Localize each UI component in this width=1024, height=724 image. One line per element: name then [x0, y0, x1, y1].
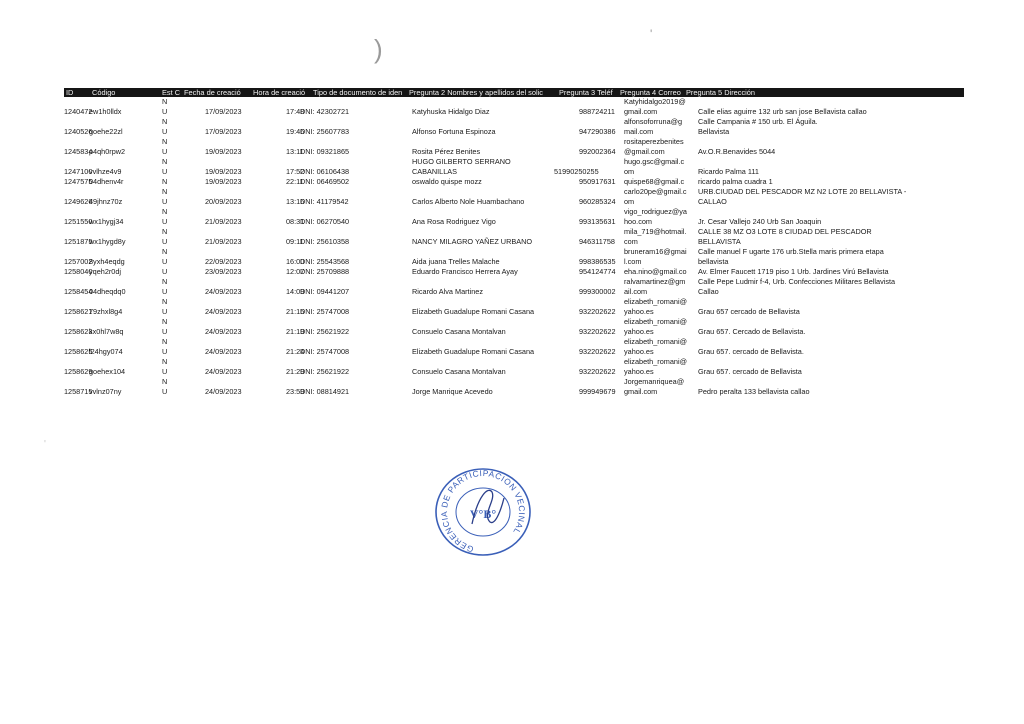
table-row-continuation [64, 337, 964, 347]
record-email: yahoo.es [624, 327, 654, 336]
record-time: 17:52 [286, 167, 305, 176]
record-dni: DNI: 09321865 [300, 147, 350, 156]
table-row [64, 147, 964, 157]
status-marker: N [162, 157, 168, 166]
record-email: gmail.com [624, 387, 658, 396]
record-name: Rosita Pérez Benites [412, 147, 481, 156]
record-phone: 946311758 [579, 237, 615, 246]
table-row [64, 127, 964, 137]
record-name: Carlos Alberto Nole Huambachano [412, 197, 525, 206]
table-row-continuation [64, 207, 964, 217]
record-date: 24/09/2023 [205, 307, 242, 316]
record-date: 24/09/2023 [205, 387, 242, 396]
record-id: 1258629 [64, 367, 93, 376]
table-row [64, 367, 964, 377]
record-time: 08:31 [286, 217, 305, 226]
table-row-continuation [64, 187, 964, 197]
record-code: vvlhze4v9 [89, 167, 122, 176]
record-status: U [162, 217, 168, 226]
header-pregunta-4: Pregunta 4 Correo [620, 88, 681, 97]
table-row [64, 347, 964, 357]
status-marker: N [162, 377, 168, 386]
record-id: 1251550 [64, 217, 93, 226]
email-prefix: alfonsoforruna@g [624, 117, 683, 126]
record-date: 22/09/2023 [205, 257, 242, 266]
record-name: Elizabeth Guadalupe Romani Casana [412, 347, 535, 356]
table-header [64, 88, 964, 97]
record-email: quispe68@gmail.c [624, 177, 685, 186]
record-phone: 960285324 [579, 197, 616, 206]
record-id: 1245834 [64, 147, 93, 156]
record-time: 13:11 [286, 147, 304, 156]
table-row [64, 237, 964, 247]
record-dni: DNI: 25607783 [300, 127, 350, 136]
record-address: Bellavista [698, 127, 730, 136]
header-pregunta-3: Pregunta 3 Teléf [559, 88, 613, 97]
record-address: Callao [698, 287, 719, 296]
table-body [64, 97, 964, 397]
record-dni: DNI: 42302721 [300, 107, 350, 116]
record-dni: DNI: 25621922 [300, 367, 350, 376]
record-dni: DNI: 41179542 [300, 197, 349, 206]
record-time: 09:11 [286, 237, 304, 246]
record-phone: 993135631 [579, 217, 616, 226]
record-id: 1258454 [64, 287, 93, 296]
header-est: Est C [162, 88, 181, 97]
status-marker: N [162, 117, 168, 126]
record-status: U [162, 107, 168, 116]
stamp-text: GERENCIA DE PARTICIPACION VECINAL [438, 467, 528, 555]
record-dni: DNI: 25621922 [300, 327, 350, 336]
record-status: U [162, 127, 168, 136]
status-marker: N [162, 187, 168, 196]
record-address: Grau 657 cercado de Bellavista [698, 307, 800, 316]
record-phone: 932202622 [579, 367, 616, 376]
status-marker: N [162, 97, 168, 106]
record-status: U [162, 167, 168, 176]
scan-artifact-mark: ) [374, 34, 383, 64]
record-date: 19/09/2023 [205, 147, 242, 156]
record-date: 19/09/2023 [205, 177, 242, 186]
record-address: BELLAVISTA [698, 237, 741, 246]
record-address: Calle elias aguirre 132 urb san jose Bellavista callao [698, 107, 867, 116]
record-id: 1258715 [64, 387, 93, 396]
record-date: 19/09/2023 [205, 167, 242, 176]
email-prefix: elizabeth_romani@ [624, 297, 687, 306]
status-marker: N [162, 227, 168, 236]
email-prefix: rositaperezbenites [624, 137, 684, 146]
record-date: 24/09/2023 [205, 367, 242, 376]
email-prefix: Katyhidalgo2019@ [624, 97, 686, 106]
record-phone: 932202622 [579, 307, 616, 316]
record-date: 24/09/2023 [205, 347, 242, 356]
record-name: oswaldo quispe mozz [412, 177, 482, 186]
record-code: 8yxh4eqdg [89, 257, 125, 266]
record-email: gmail.com [624, 107, 658, 116]
record-phone: 932202622 [579, 327, 616, 336]
table-row-continuation [64, 317, 964, 327]
status-marker: N [162, 317, 168, 326]
record-phone: 998386535 [579, 257, 616, 266]
header-fecha: Fecha de creació [184, 88, 241, 97]
record-code: goehex104 [89, 367, 126, 376]
email-prefix: hugo.gsc@gmail.c [624, 157, 685, 166]
table-row [64, 217, 964, 227]
record-code: 49jhnz70z [89, 197, 123, 206]
address-prefix: Calle Pepe Ludmir f-4, Urb. Confecciones Militares Bellavista [698, 277, 896, 286]
record-name: Katyhuska Hidalgo Diaz [412, 107, 490, 116]
table-row-continuation [64, 277, 964, 287]
record-status: U [162, 237, 168, 246]
table-row-continuation [64, 137, 964, 147]
record-name: CABANILLAS [412, 167, 458, 176]
email-prefix: elizabeth_romani@ [624, 337, 687, 346]
record-email: yahoo.es [624, 367, 654, 376]
address-prefix: Calle manuel F ugarte 176 urb.Stella maris primera etapa [698, 247, 884, 256]
record-phone: 932202622 [579, 347, 616, 356]
table-row [64, 387, 964, 397]
record-address: Jr. Cesar Vallejo 240 Urb San Joaquin [698, 217, 822, 226]
record-name: Elizabeth Guadalupe Romani Casana [412, 307, 535, 316]
record-time: 21:15 [286, 307, 305, 316]
record-status: U [162, 147, 168, 156]
header-tipo: Tipo de documento de iden [313, 88, 403, 97]
record-code: goehe22zl [89, 127, 123, 136]
record-time: 21:29 [286, 367, 305, 376]
record-status: U [162, 347, 168, 356]
record-phone: 950917631 [579, 177, 616, 186]
table-row-continuation [64, 117, 964, 127]
record-status: U [162, 367, 168, 376]
status-marker: N [162, 207, 168, 216]
record-code: 04dhenv4r [89, 177, 124, 186]
status-marker: N [162, 247, 168, 256]
record-time: 12:07 [286, 267, 305, 276]
record-email: @gmail.com [624, 147, 665, 156]
status-marker: N [162, 297, 168, 306]
table-row-continuation [64, 297, 964, 307]
record-date: 21/09/2023 [205, 217, 242, 226]
record-dni: DNI: 25709888 [300, 267, 350, 276]
email-prefix: mila_719@hotmail. [624, 227, 687, 236]
table-row [64, 257, 964, 267]
record-email: ail.com [624, 287, 648, 296]
record-id: 1258040 [64, 267, 93, 276]
table-row [64, 267, 964, 277]
status-marker: N [162, 277, 168, 286]
record-code: vvlnz07ny [89, 387, 122, 396]
name-prefix: HUGO GILBERTO SERRANO [412, 157, 511, 166]
record-email: eha.nino@gmail.co [624, 267, 687, 276]
table-row [64, 287, 964, 297]
table-row [64, 197, 964, 207]
record-email: l.com [624, 257, 642, 266]
record-address: CALLAO [698, 197, 727, 206]
record-dni: DNI: 09441207 [300, 287, 350, 296]
record-name: Eduardo Francisco Herrera Ayay [412, 267, 518, 276]
status-marker: N [162, 137, 168, 146]
record-phone: 992002364 [579, 147, 616, 156]
record-date: 17/09/2023 [205, 107, 242, 116]
status-marker: N [162, 337, 168, 346]
table-row-continuation [64, 357, 964, 367]
header-codigo: Código [92, 88, 116, 97]
record-code: wx1hygj34 [89, 217, 124, 226]
record-name: Ana Rosa Rodriguez Vigo [412, 217, 496, 226]
email-prefix: carlo20pe@gmail.c [624, 187, 687, 196]
record-email: hoo.com [624, 217, 652, 226]
record-name: Consuelo Casana Montalvan [412, 367, 506, 376]
table-row [64, 167, 964, 177]
record-phone: 999949679 [579, 387, 616, 396]
record-time: 19:46 [286, 127, 305, 136]
record-code: kx0hl7w8q [89, 327, 124, 336]
email-prefix: elizabeth_romani@ [624, 317, 687, 326]
record-name: Ricardo Alva Martinez [412, 287, 483, 296]
scan-artifact-mark: ' [44, 439, 46, 450]
status-marker: N [162, 357, 168, 366]
record-email: om [624, 167, 635, 176]
record-code: wx1hygd8y [89, 237, 126, 246]
record-phone: 51990250255 [554, 167, 599, 176]
record-email: com [624, 237, 638, 246]
registration-table [64, 88, 964, 397]
record-email: mail.com [624, 127, 654, 136]
record-id: 1240472 [64, 107, 93, 116]
email-prefix: bruneram16@gmai [624, 247, 687, 256]
record-dni: DNI: 25543568 [300, 257, 350, 266]
record-code: yqeh2r0dj [89, 267, 122, 276]
record-name: NANCY MILAGRO YAÑEZ URBANO [412, 237, 533, 246]
scan-artifact-mark: ' [650, 27, 653, 41]
table-row [64, 177, 964, 187]
record-status: N [162, 177, 168, 186]
record-email: om [624, 197, 635, 206]
record-dni: DNI: 06106438 [300, 167, 350, 176]
record-address: Grau 657. cercado de Bellavista [698, 367, 802, 376]
official-stamp [432, 466, 534, 558]
record-phone: 947290386 [579, 127, 616, 136]
record-date: 23/09/2023 [205, 267, 242, 276]
email-prefix: ralvamartinez@gm [624, 277, 686, 286]
record-date: 17/09/2023 [205, 127, 242, 136]
record-time: 23:59 [286, 387, 305, 396]
record-id: 1251875 [64, 237, 93, 246]
record-phone: 988724211 [579, 107, 615, 116]
record-status: U [162, 257, 168, 266]
record-address: Pedro peralta 133 bellavista callao [698, 387, 810, 396]
record-code: p4qh0rpw2 [89, 147, 126, 156]
record-address: Grau 657. Cercado de Bellavista. [698, 327, 806, 336]
record-id: 1249626 [64, 197, 93, 206]
record-time: 16:00 [286, 257, 305, 266]
record-date: 21/09/2023 [205, 237, 242, 246]
record-code: l24hgy074 [89, 347, 123, 356]
record-dni: DNI: 25747008 [300, 307, 350, 316]
header-hora: Hora de creació [253, 88, 306, 97]
record-status: U [162, 387, 168, 396]
record-id: 1258625 [64, 347, 93, 356]
record-time: 13:16 [286, 197, 305, 206]
record-address: Ricardo Palma 111 [698, 167, 759, 176]
table-row [64, 327, 964, 337]
table-row [64, 307, 964, 317]
record-name: Aida juana Trelles Malache [412, 257, 500, 266]
record-address: ricardo palma cuadra 1 [698, 177, 773, 186]
header-id: ID [66, 88, 74, 97]
record-dni: DNI: 06270540 [300, 217, 350, 226]
record-dni: DNI: 25747008 [300, 347, 350, 356]
table-row-continuation [64, 227, 964, 237]
record-time: 22:11 [286, 177, 304, 186]
record-code: 04dheqdq0 [89, 287, 126, 296]
record-address: Av.O.R.Benavides 5044 [698, 147, 776, 156]
record-id: 1258621 [64, 307, 93, 316]
address-prefix: Calle Campania # 150 urb. El Águila. [698, 117, 818, 126]
record-date: 20/09/2023 [205, 197, 242, 206]
record-id: 1247575 [64, 177, 93, 186]
table-row-continuation [64, 247, 964, 257]
record-code: ew1h0lldx [89, 107, 122, 116]
record-name: Alfonso Fortuna Espinoza [412, 127, 496, 136]
record-phone: 999300002 [579, 287, 616, 296]
record-name: Jorge Manrique Acevedo [412, 387, 493, 396]
record-code: 79zhxl8g4 [89, 307, 123, 316]
record-status: U [162, 327, 168, 336]
record-status: U [162, 197, 168, 206]
table-row-continuation [64, 157, 964, 167]
email-prefix: Jorgemanriquea@ [624, 377, 685, 386]
record-time: 17:48 [286, 107, 305, 116]
table-row-continuation [64, 377, 964, 387]
record-date: 24/09/2023 [205, 287, 242, 296]
email-prefix: vigo_rodriguez@ya [624, 207, 687, 216]
record-date: 24/09/2023 [205, 327, 242, 336]
address-prefix: CALLE 38 MZ O3 LOTE 8 CIUDAD DEL PESCADOR [698, 227, 872, 236]
record-status: U [162, 267, 168, 276]
record-id: 1258623 [64, 327, 93, 336]
record-address: Grau 657. cercado de Bellavista. [698, 347, 804, 356]
record-time: 14:09 [286, 287, 305, 296]
record-name: Consuelo Casana Montalvan [412, 327, 506, 336]
record-id: 1240526 [64, 127, 93, 136]
header-pregunta-5: Pregunta 5 Dirección [686, 88, 756, 97]
record-id: 1257002 [64, 257, 93, 266]
address-prefix: URB.CIUDAD DEL PESCADOR MZ N2 LOTE 20 BELLAVISTA - [698, 187, 907, 196]
email-prefix: elizabeth_romani@ [624, 357, 687, 366]
record-address: bellavista [698, 257, 729, 266]
record-time: 21:19 [286, 327, 305, 336]
record-phone: 954124774 [579, 267, 616, 276]
table-row [64, 107, 964, 117]
record-email: yahoo.es [624, 307, 654, 316]
record-dni: DNI: 25610358 [300, 237, 350, 246]
record-status: U [162, 307, 168, 316]
record-email: yahoo.es [624, 347, 654, 356]
record-address: Av. Elmer Faucett 1719 piso 1 Urb. Jardines Virú Bellavista [698, 267, 889, 276]
record-time: 21:24 [286, 347, 305, 356]
record-dni: DNI: 08814921 [300, 387, 350, 396]
record-dni: DNI: 06469502 [300, 177, 350, 186]
record-status: U [162, 287, 168, 296]
stamp-center-text: V°B° [469, 507, 497, 521]
record-id: 1247100 [64, 167, 93, 176]
header-pregunta-2: Pregunta 2 Nombres y apellidos del solic [409, 88, 543, 97]
table-row-lead [64, 97, 964, 107]
